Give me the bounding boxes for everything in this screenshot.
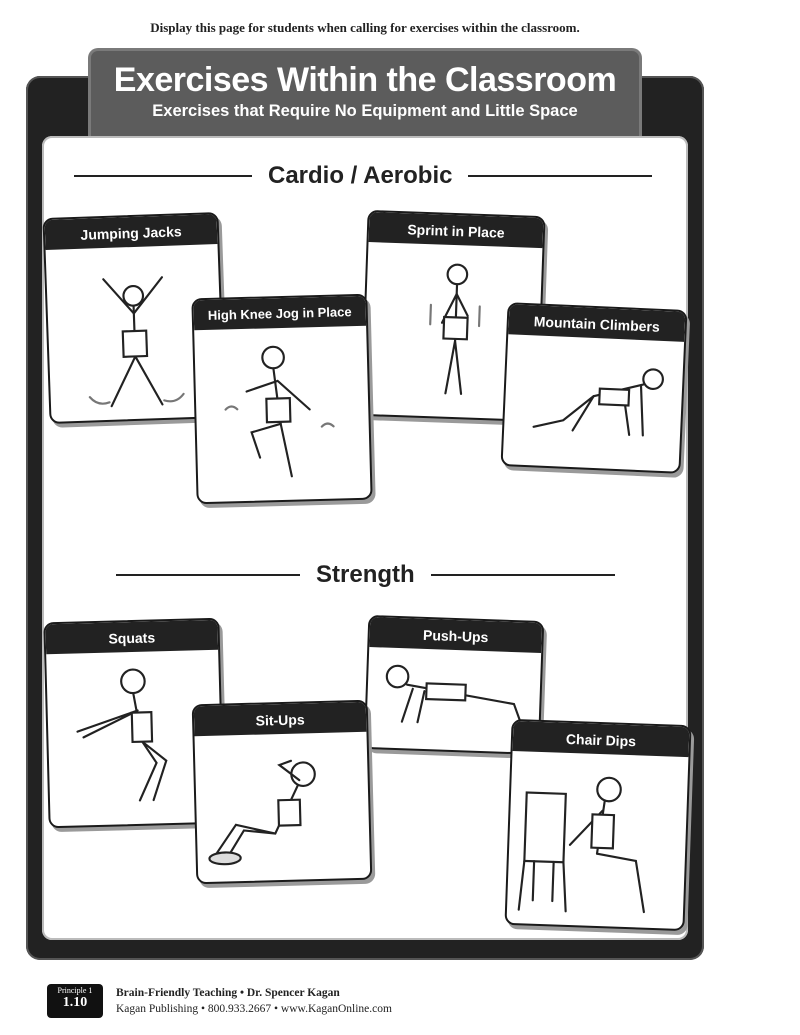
heading-rule-left <box>116 574 300 576</box>
cardio-heading <box>74 162 652 190</box>
page-title: Exercises Within the Classroom <box>113 61 617 99</box>
mountain-climbers-figure-icon <box>503 334 685 472</box>
card-label: Sprint in Place <box>369 212 544 248</box>
heading-rule-left <box>74 175 252 177</box>
top-note: Display this page for students when calling for exercises within the classroom. <box>150 20 580 35</box>
sit-ups-figure-icon <box>195 732 371 882</box>
card-label: Jumping Jacks <box>45 214 218 250</box>
high-knee-jog-figure-icon <box>194 326 370 502</box>
strength-heading-text: Strength <box>316 561 415 588</box>
card-high-knee-jog <box>191 294 372 505</box>
principle-badge <box>47 984 103 1018</box>
page-subtitle: Exercises that Require No Equipment and Little Space <box>152 102 578 120</box>
principle-label: Principle 1 <box>57 986 93 995</box>
card-sit-ups <box>192 700 373 885</box>
footer-credits <box>116 985 392 1017</box>
heading-rule-right <box>431 574 615 576</box>
card-label: Squats <box>45 620 218 654</box>
card-label: Push-Ups <box>369 617 542 653</box>
footer-line-2: Kagan Publishing • 800.933.2667 • www.KaganOnline.com <box>116 1003 392 1015</box>
card-chair-dips <box>504 719 691 931</box>
card-mountain-climbers <box>501 302 688 474</box>
footer-line-1: Brain-Friendly Teaching • Dr. Spencer Kagan <box>116 987 340 999</box>
card-label: Chair Dips <box>513 721 690 757</box>
card-label: Mountain Climbers <box>508 304 685 342</box>
cardio-heading-text: Cardio / Aerobic <box>268 162 453 189</box>
principle-number: 1.10 <box>62 995 88 1010</box>
chair-dips-figure-icon <box>507 751 689 929</box>
card-label: High Knee Jog in Place <box>193 296 366 330</box>
card-label: Sit-Ups <box>194 702 367 736</box>
heading-rule-right <box>468 175 652 177</box>
title-banner <box>88 48 642 136</box>
strength-heading <box>116 561 615 589</box>
